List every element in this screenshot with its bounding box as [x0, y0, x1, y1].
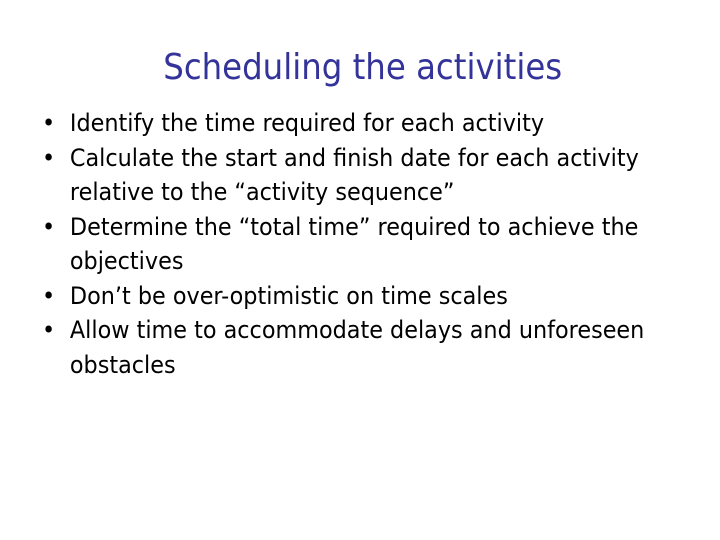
bullet-text: Determine the “total time” required to achieve the objectives [69, 212, 639, 275]
bullet-item [42, 210, 710, 279]
bullet-text: Don’t be over-optimistic on time scales [69, 281, 508, 310]
bullet-dot-icon: • [42, 281, 56, 310]
bullet-text: Calculate the start and finish date for each activity relative to the “activity sequence” [69, 143, 639, 206]
bullet-item [42, 106, 710, 141]
bullet-item [42, 141, 710, 210]
bullet-dot-icon: • [42, 109, 56, 137]
bullet-item [42, 279, 710, 314]
bullet-item [42, 313, 710, 382]
bullet-text: Allow time to accommodate delays and unforeseen obstacles [69, 316, 645, 379]
bullet-text: Identify the time required for each activity [69, 109, 545, 137]
bullet-dot-icon: • [42, 212, 56, 241]
slide-title: Scheduling the activities [163, 47, 563, 88]
bullet-dot-icon: • [42, 143, 56, 172]
bullet-list [42, 106, 682, 382]
bullet-dot-icon: • [42, 316, 56, 344]
